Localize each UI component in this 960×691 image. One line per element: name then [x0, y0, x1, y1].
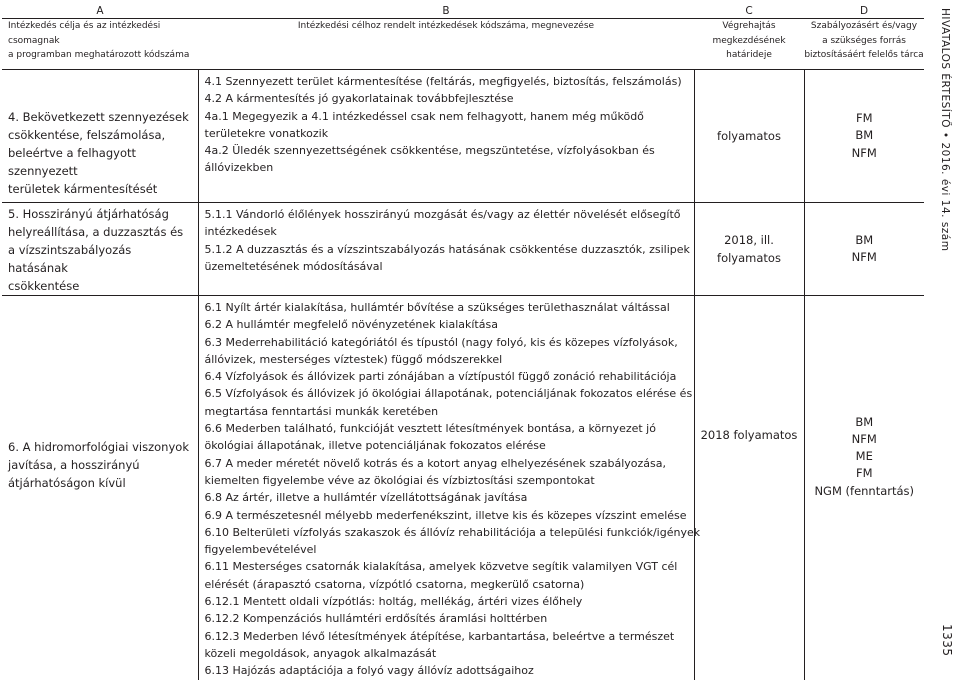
responsible-line: NGM (fenntartás) [814, 483, 915, 498]
responsible-line: BM [855, 128, 874, 143]
responsible-wrap [805, 414, 925, 500]
measure-line: állóvizekben [204, 161, 274, 175]
column-letter-c: C [694, 4, 804, 19]
header-measures [198, 19, 694, 70]
goal-line: beleértve a felhagyott szennyezett [8, 146, 137, 178]
header-responsible [804, 19, 924, 70]
column-letters-row [2, 4, 924, 19]
goal-line: 5. Hosszirányú átjárhatóság [8, 207, 169, 221]
goal-line: javítása, a hosszirányú [8, 457, 140, 472]
measure-line: 6.13 Hajózás adaptációja a folyó vagy állóvíz adottságaihoz [204, 664, 534, 678]
deadline-cell [694, 203, 804, 296]
responsible-line: BM [855, 232, 874, 247]
table-row [2, 203, 924, 296]
measure-line: kiemelten figyelembe véve az ökológiai és vízbiztosítási szempontokat [204, 473, 595, 487]
measure-line: 6.5 Vízfolyások és állóvizek jó ökológiai állapotának, potenciáljának fokozatos elérése és [204, 387, 693, 401]
responsible-cell [804, 296, 924, 680]
running-header [928, 8, 958, 268]
goal-line: a vízszintszabályozás hatásának [8, 243, 132, 275]
running-header-text [939, 8, 951, 251]
table-row [2, 70, 924, 203]
measure-line: 6.11 Mesterséges csatornák kialakítása, amelyek közvetve segítik valamilyen VGT cél [204, 560, 678, 574]
column-letter-b: B [198, 4, 694, 19]
measure-line: 6.2 A hullámtér megfelelő növényzetének kialakítása [204, 318, 498, 332]
header-goal-line: a programban meghatározott kódszáma [8, 50, 190, 60]
responsible-line: BM [855, 414, 874, 429]
deadline-text: 2018 folyamatos [700, 427, 798, 442]
measure-line: 6.6 Mederben található, funkcióját vesztett létesítmények bontása, a környezet jó [204, 422, 656, 436]
goal-line: átjárhatóságon kívül [8, 475, 126, 490]
measure-line: megtartása fenntartási munkák keretében [204, 404, 439, 418]
measure-line: 5.1.1 Vándorló élőlények hosszirányú mozgását és/vagy az élettér növelését elősegítő [204, 208, 681, 221]
table-row [2, 296, 924, 680]
header-goal-line: Intézkedés célja és az intézkedési csomagnak [8, 21, 161, 46]
goal-wrap [8, 438, 192, 492]
responsible-cell [804, 203, 924, 296]
measure-line: ökológiai állapotának, illetve potenciáljának fokozatos elérése [204, 439, 546, 453]
goal-cell [2, 296, 198, 680]
responsible-line: FM [855, 466, 873, 481]
measure-line: 6.8 Az ártér, illetve a hullámtér vízellátottságának javítása [204, 491, 528, 505]
measure-line: 4.1 Szennyezett terület kármentesítése (feltárás, megfigyelés, biztosítás, felszámolás) [204, 75, 682, 88]
measure-line: közeli megoldások, anyagok alkalmazását [204, 646, 437, 660]
responsible-line: NFM [851, 250, 877, 264]
deadline-text: folyamatos [717, 129, 781, 143]
header-responsible-line: a szükséges forrás [822, 35, 906, 46]
header-responsible-line: Szabályozásért és/vagy [810, 21, 918, 31]
page-number [938, 620, 958, 680]
goal-line: 4. Bekövetkezett szennyezések [8, 110, 189, 124]
header-separator: • [939, 131, 951, 139]
measure-line: 4a.1 Megegyezik a 4.1 intézkedéssel csak nem felhagyott, hanem még működő [204, 109, 644, 123]
goal-line: csökkentése, felszámolása, [8, 128, 166, 142]
page-number-text: 1335 [940, 624, 954, 657]
responsible-line: NFM [851, 145, 877, 160]
measure-line: 6.4 Vízfolyások és állóvizek parti zónájában a víztípustól függő zonáció rehabilitációja [204, 370, 677, 384]
header-deadline [694, 19, 804, 70]
measures-cell [198, 70, 694, 203]
responsible-line: FM [855, 111, 873, 126]
deadline-cell [694, 70, 804, 203]
measure-line: állóvizek, mesterséges víztestek) függő módszerekkel [204, 352, 503, 366]
goal-line: helyreállítása, a duzzasztás és [8, 225, 184, 239]
goal-line: területek kármentesítését [8, 182, 158, 196]
header-deadline-line: Végrehajtás [722, 21, 776, 31]
responsible-line: NFM [851, 431, 877, 446]
measure-line: 6.12.3 Mederben lévő létesítmények átépítése, karbantartása, beleértve a természet [204, 629, 675, 643]
measures-table [2, 4, 924, 680]
header-responsible-line: biztosításáért felelős tárca [804, 50, 924, 60]
measure-line: 4a.2 Üledék szennyezettségének csökkentése, megszüntetése, vízfolyásokban és [204, 144, 655, 158]
header-row [2, 19, 924, 70]
measure-line: 6.1 Nyílt ártér kialakítása, hullámtér bővítése a szükséges területhasználat váltással [204, 301, 670, 314]
goal-line: 6. A hidromorfológiai viszonyok [8, 439, 189, 454]
goal-line: csökkentése [8, 279, 80, 293]
responsible-line: ME [855, 449, 873, 464]
measure-line: 5.1.2 A duzzasztás és a vízszintszabályozás hatásának csökkentése duzzasztók, zsilipek [204, 242, 690, 256]
responsible-cell [804, 70, 924, 203]
deadline-cell [694, 296, 804, 680]
publication-title: HIVATALOS ÉRTESÍTŐ [939, 8, 951, 129]
measures-cell [198, 296, 701, 680]
measure-line: 6.9 A természetesnél mélyebb mederfenékszint, illetve kis és közepes vízszint emelése [204, 508, 687, 522]
column-letter-d: D [804, 4, 924, 19]
measure-line: 6.12.1 Mentett oldali vízpótlás: holtág, mellékág, ártéri vizes élőhely [204, 595, 583, 609]
measure-line: üzemeltetésének módosításával [204, 259, 383, 273]
header-goal [2, 19, 198, 70]
measure-line: elérését (árapasztó csatorna, vízpótló csatorna, megkerülő csatorna) [204, 577, 585, 591]
measure-line: területekre vonatkozik [204, 126, 329, 140]
header-deadline-line: megkezdésének [712, 35, 786, 46]
header-deadline-line: határideje [726, 50, 772, 60]
measure-line: 6.7 A meder méretét növelő kotrás és a kotort anyag elhelyezésének szabályozása, [204, 456, 667, 470]
deadline-text: 2018, ill. folyamatos [717, 233, 781, 265]
header-measures-text: Intézkedési célhoz rendelt intézkedések kódszáma, megnevezése [297, 21, 595, 31]
measure-line: intézkedések [204, 225, 277, 239]
issue-number: 2016. évi 14. szám [939, 142, 951, 252]
measure-line: figyelembevételével [204, 543, 317, 557]
measure-line: 4.2 A kármentesítés jó gyakorlatainak továbbfejlesztése [204, 92, 514, 106]
measure-line: 6.12.2 Kompenzációs hullámtéri erdősítés áramlási holttérben [204, 612, 548, 626]
measure-line: 6.3 Mederrehabilitáció kategóriától és típustól (nagy folyó, kis és közepes vízfolyások, [204, 335, 678, 349]
goal-cell [2, 70, 198, 203]
measure-line: 6.10 Belterületi vízfolyás szakaszok és állóvíz rehabilitációja a települési funkciók/igények [204, 525, 701, 539]
column-letter-a: A [2, 4, 198, 19]
goal-cell [2, 203, 198, 296]
measures-cell [198, 203, 694, 296]
